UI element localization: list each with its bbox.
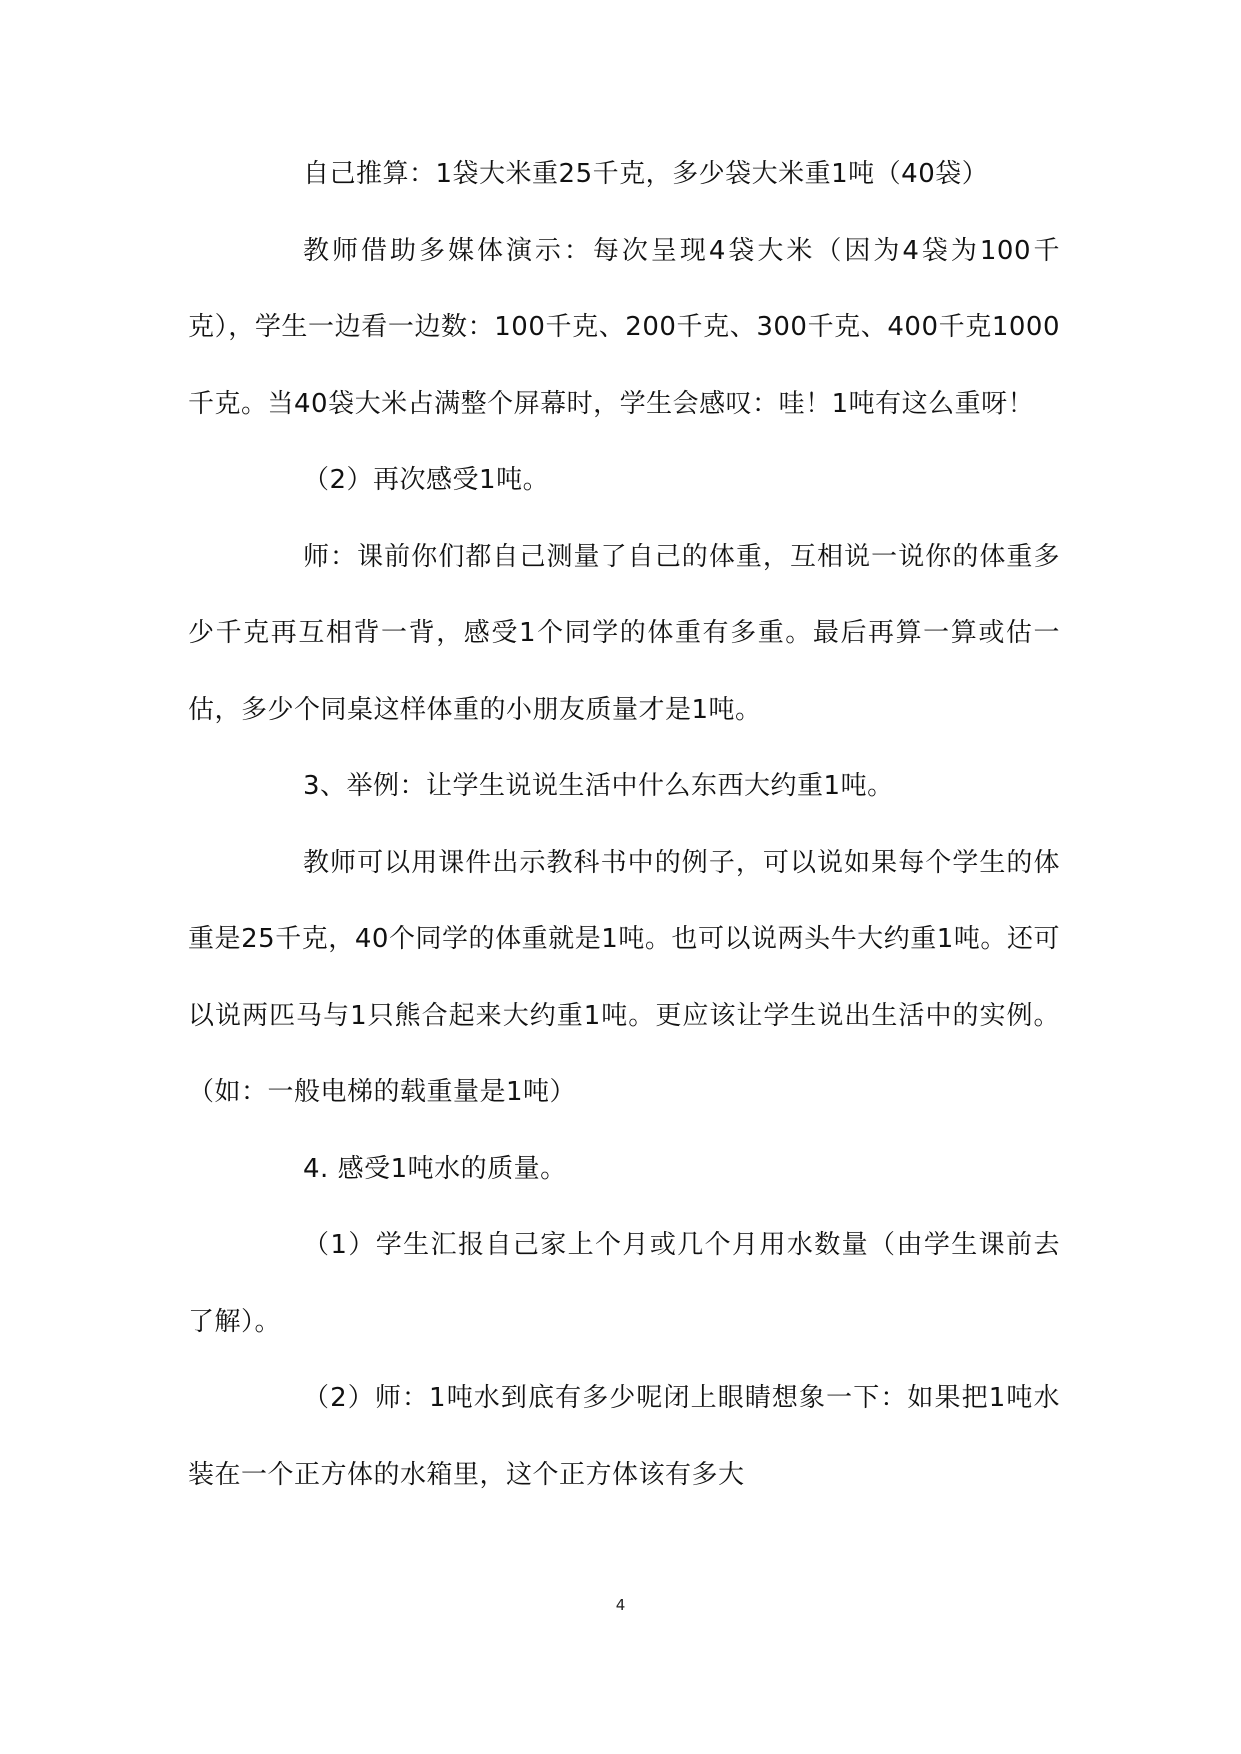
paragraph-feel-again-heading: （2）再次感受1吨。 (303, 465, 550, 495)
paragraph-multimedia-demo: 教师借助多媒体演示：每次呈现4袋大米（因为4袋为100千克），学生一边看一边数：100千克、200千克、300千克、400千克1000千克。当40袋大米占满整个屏幕时，学生会感叹：哇！1吨有这么重呀！ (188, 235, 1060, 419)
paragraph-rice-estimate: 自己推算：1袋大米重25千克，多少袋大米重1吨（40袋） (303, 159, 989, 189)
document-body (188, 136, 1060, 1513)
paragraph-body-weight: 师：课前你们都自己测量了自己的体重，互相说一说你的体重多少千克再互相背一背，感受1个同学的体重有多重。最后再算一算或估一估，多少个同桌这样体重的小朋友质量才是1吨。 (188, 541, 1060, 725)
paragraph-water-heading: 4. 感受1吨水的质量。 (303, 1153, 567, 1184)
paragraph-water-cube: （2）师：1吨水到底有多少呢闭上眼睛想象一下：如果把1吨水装在一个正方体的水箱里，这个正方体该有多大 (188, 1383, 1060, 1490)
page-number: 4 (615, 1596, 626, 1614)
paragraph-examples-heading: 3、举例：让学生说说生活中什么东西大约重1吨。 (303, 771, 894, 801)
paragraph-water-usage: （1）学生汇报自己家上个月或几个月用水数量（由学生课前去了解）。 (188, 1230, 1060, 1337)
paragraph-courseware-examples: 教师可以用课件出示教科书中的例子，可以说如果每个学生的体重是25千克，40个同学的体重就是1吨。也可以说两头牛大约重1吨。还可以说两匹马与1只熊合起来大约重1吨。更应该让学生说出生活中的实例。（如：一般电梯的载重量是1吨） (188, 847, 1060, 1107)
